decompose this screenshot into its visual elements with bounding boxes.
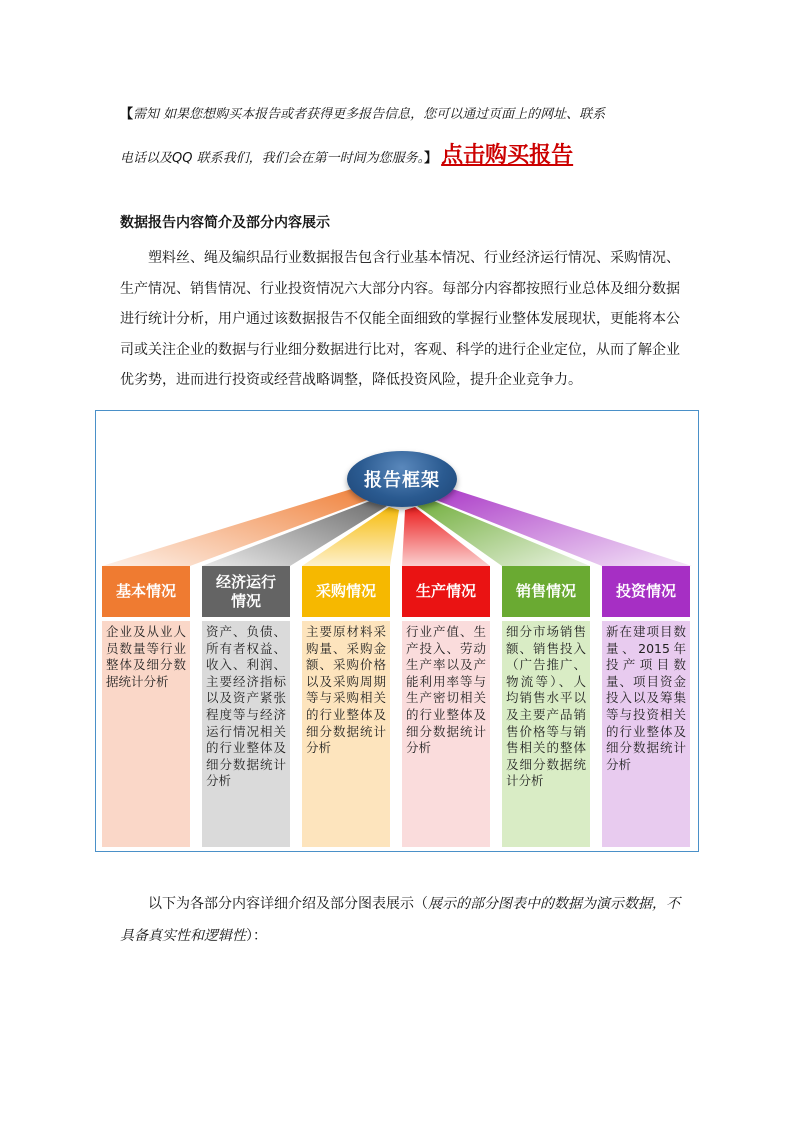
column-investment-desc: 新在建项目数量、2015年投产项目数量、项目资金投入以及筹集等与投资相关的行业整体及细分数据统计分析 (602, 621, 690, 847)
notice-line-1 (120, 103, 680, 122)
notice-text-2: 电话以及QQ 联系我们，我们会在第一时间为您服务。 (120, 151, 425, 166)
column-economy-title: 经济运行 情况 (202, 566, 290, 617)
framework-hub (347, 451, 457, 507)
buy-report-link[interactable]: 点击购买报告 (441, 142, 574, 168)
column-investment-title: 投资情况 (602, 566, 690, 617)
footer-tail: ）： (246, 928, 267, 944)
report-framework-diagram (95, 410, 699, 852)
column-sales-desc: 细分市场销售额、销售投入（广告推广、物流等）、人均销售水平以及主要产品销售价格等与销售相关的整体及细分数据统计分析 (502, 621, 590, 847)
notice-line-2 (120, 138, 680, 169)
column-basic (102, 566, 190, 847)
section-title: 数据报告内容简介及部分内容展示 (120, 215, 330, 231)
footer-paragraph (120, 888, 680, 952)
column-purchase (302, 566, 390, 847)
hub-label: 报告框架 (364, 470, 440, 491)
column-sales-title: 销售情况 (502, 566, 590, 617)
notice-text-1: 需知 如果您想购买本报告或者获得更多报告信息，您可以通过页面上的网址、联系 (133, 107, 606, 122)
footer-disclaimer: 展示的部分图表中的数据为演示数据，不具备真实性和逻辑性 (120, 896, 680, 944)
column-purchase-desc: 主要原材料采购量、采购金额、采购价格以及采购周期等与采购相关的行业整体及细分数据统计分析 (302, 621, 390, 847)
column-production (402, 566, 490, 847)
notice-open-bracket: 【 (120, 107, 134, 122)
column-purchase-title: 采购情况 (302, 566, 390, 617)
column-investment (602, 566, 690, 847)
column-sales (502, 566, 590, 847)
column-production-title: 生产情况 (402, 566, 490, 617)
footer-lead: 以下为各部分内容详细介绍及部分图表展示（ (148, 896, 428, 912)
column-basic-title: 基本情况 (102, 566, 190, 617)
column-economy-desc: 资产、负债、所有者权益、收入、利润、主要经济指标以及资产紧张程度等与经济运行情况相关的行业整体及细分数据统计分析 (202, 621, 290, 847)
column-production-desc: 行业产值、生产投入、劳动生产率以及产能利用率等与生产密切相关的行业整体及细分数据统计分析 (402, 621, 490, 847)
intro-paragraph: 塑料丝、绳及编织品行业数据报告包含行业基本情况、行业经济运行情况、采购情况、生产情况、销售情况、行业投资情况六大部分内容。每部分内容都按照行业总体及细分数据进行统计分析，用户通过该数据报告不仅能全面细致的掌握行业整体发展现状，更能将本公司或关注企业的数据与行业细分数据进行比对，客观、科学的进行企业定位，从而了解企业优劣势，进而进行投资或经营战略调整，降低投资风险，提升企业竞争力。 (120, 250, 680, 388)
column-economy (202, 566, 290, 847)
notice-close-bracket: 】 (424, 151, 438, 166)
column-basic-desc: 企业及从业人员数量等行业整体及细分数据统计分析 (102, 621, 190, 847)
